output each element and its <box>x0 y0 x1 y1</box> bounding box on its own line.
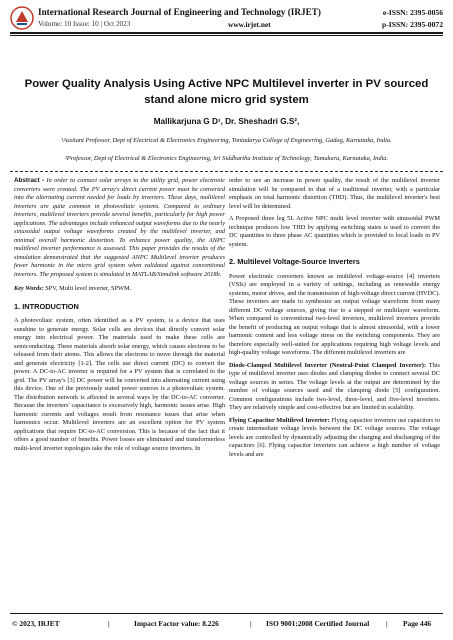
journal-title: International Research Journal of Engineering and Technology (IRJET) <box>38 7 321 17</box>
paragraph-diode-clamped <box>229 362 440 413</box>
footer-iso: ISO 9001:2008 Certified Journal <box>266 619 370 628</box>
header-rule <box>10 32 443 34</box>
keywords-text: SPV, Multi level inverter, SPWM. <box>43 285 132 292</box>
affiliation-2: ²Professor, Dept of Electrical & Electronics Engineering, Sri Siddhartha Institute of Technology, Tumukuru, Karnataka, India. <box>64 155 389 162</box>
footer-rule <box>10 613 443 614</box>
abstract-label: Abstract - <box>14 177 45 184</box>
flying-capacitor-label: Flying Capacitor Multilevel Inverter: <box>229 416 330 424</box>
paragraph-proposed-system: A Proposed three leg 5L Active NPC multi level inverter with sinusoidal PWM technique produces low THD by applying switching states is used to convert the DC quantities to three phase AC quantities which is provided to local loads in PV system. <box>229 215 440 248</box>
footer-copyright: © 2023, IRJET <box>12 619 60 628</box>
keywords-label: Key Words: <box>14 285 44 292</box>
affiliation-1: ¹Assitant Professor, Dept of Electrical & Electronics Engineering, Tontadarya College of Engineering, Gadag, Karnataka, India. <box>61 137 392 144</box>
p-issn: p-ISSN: 2395-0072 <box>382 20 443 29</box>
section-divider <box>10 171 443 172</box>
footer-page-number: Page 446 <box>403 619 432 628</box>
paragraph-multilevel-vsi: Power electronic converters known as multilevel voltage-source [4] inverters (VSIs) are employed in a variety of settings, including as renewable energy systems, motor drives, and the transmission of high-voltage direct current (HVDC). These inverters are made to synthesize an output voltage waveform from many different DC voltage sources, giving rise to a stepped or multilayer waveform. When compared to conventional two-level inverters, multilevel inverters provide the benefit of producing an output voltage that is almost sinusoidal, with a lower harmonic content and less voltage stress on the switching components. They are therefore especially well-suited for applications requiring high voltage levels and high-quality voltage waveforms. The different multilevel inverters are <box>229 272 440 356</box>
paragraph-flying-capacitor <box>229 417 440 460</box>
keywords <box>14 285 225 294</box>
journal-header <box>0 0 453 40</box>
footer-separator: | <box>386 619 388 628</box>
left-column <box>14 177 225 457</box>
journal-website-link[interactable]: www.irjet.net <box>228 20 271 29</box>
footer-impact-factor: Impact Factor value: 8.226 <box>134 619 219 628</box>
introduction-paragraph: A photovoltaic system, often identified as a PV system, is a device that uses sunshine to generate energy. Solar cells are devices that directly convert solar energy into electrical power. The materials used to make these cells are semiconducting. These materials absorb solar energy, which causes electrons to be released from their atoms. This allows the electrons to move through the material and generate electricity [1-2]. The cells use direct current (DC) to convert the power. A DC-to-AC inverter is required for a PV system that is correlated to the grid. The PV array's [3] DC power will be converted into alternating current using this device. One of the previously stated power sources is a photovoltaic system. The distribution network is affected in several ways by the DC-to-AC converter. Because the inverters' capacitance is excessively high, harmonic issues arise. High harmonic currents and voltages result from resonance issues that arise when harmonics occur. Multilevel inverters are an excellent option for PV system applications that require DC-to-AC conversion. This is because of the fact that it offers a good number of benefits. Power losses are eliminated and transformerless multi-level inverter topologies take the role of voltage source inverters. In <box>14 317 225 452</box>
diode-clamped-label: Diode-Clamped Multilevel Inverter (Neutral-Point Clamped Inverter): <box>229 361 426 369</box>
footer-separator: | <box>250 619 252 628</box>
paper-title: Power Quality Analysis Using Active NPC Multilevel inverter in PV sourced stand alone micro grid system <box>24 78 429 106</box>
diode-clamped-text: This type of multilevel inverter uses diodes and clamping diodes to connect several DC voltage sources in series. The voltage levels at the output are determined by the number of voltage sources used and the clamping diode [5] configuration. Common configurations include two-level, three-level, and five-level inverters. They are relatively simple and cost-effective but are limited in scalability. <box>229 361 441 411</box>
right-column <box>229 177 440 463</box>
volume-issue: Volume: 10 Issue: 10 | Oct 2023 <box>38 20 131 28</box>
introduction-heading: 1. INTRODUCTION <box>14 301 79 311</box>
abstract-text: In order to connect solar arrays to the utility grid, power electronic converters were created. The PV array's direct current power must be converted into the alternating current needed for loads by inverters. These days, multilevel inverters are quite common in photovoltaic systems. Compared to ordinary inverters, multilevel inverters provide several benefits, particularly for high power applications. The advantages include enhanced output waveforms due to the nearly sinusoidal output voltage waveforms created by the multilevel inverter, and minimal overall harmonic distortion. To enhance power quality, the ANPC multilevel inverter performance is assessed. This paper provides the results of the simulation demonstrated that the suggested ANPC Multilevel inverter produces fewer harmonic in the micro grid system when validated against conventional inverters. The proposed system is simulated in MATLAB/Simulink software 2018b. <box>14 177 225 278</box>
header-rule-thin <box>10 35 443 36</box>
section-2-heading: 2. Multilevel Voltage-Source Inverters <box>229 257 360 266</box>
abstract <box>14 177 225 279</box>
flying-capacitor-text: Flying capacitor inverters use capacitors to create intermediate voltage levels between the DC voltage sources. The voltage levels are controlled by dynamically adjusting the charging and discharging of the capacitors [6]. Flying capacitor inverters can achieve a high number of voltage levels and are <box>229 416 440 458</box>
paragraph-continuation: order to see an increase in power quality, the result of the multilevel inverter simulation will be compared to that of a traditional inverter, with a particular emphasis on total harmonic distortion (THD). Thus, the multilevel inverter's best level will be determined. <box>229 177 440 210</box>
paper-authors: Mallikarjuna G D¹, Dr. Sheshadri G.S², <box>153 117 300 126</box>
e-issn: e-ISSN: 2395-0056 <box>382 8 443 17</box>
irjet-logo-icon <box>10 6 34 30</box>
footer-separator: | <box>108 619 110 628</box>
